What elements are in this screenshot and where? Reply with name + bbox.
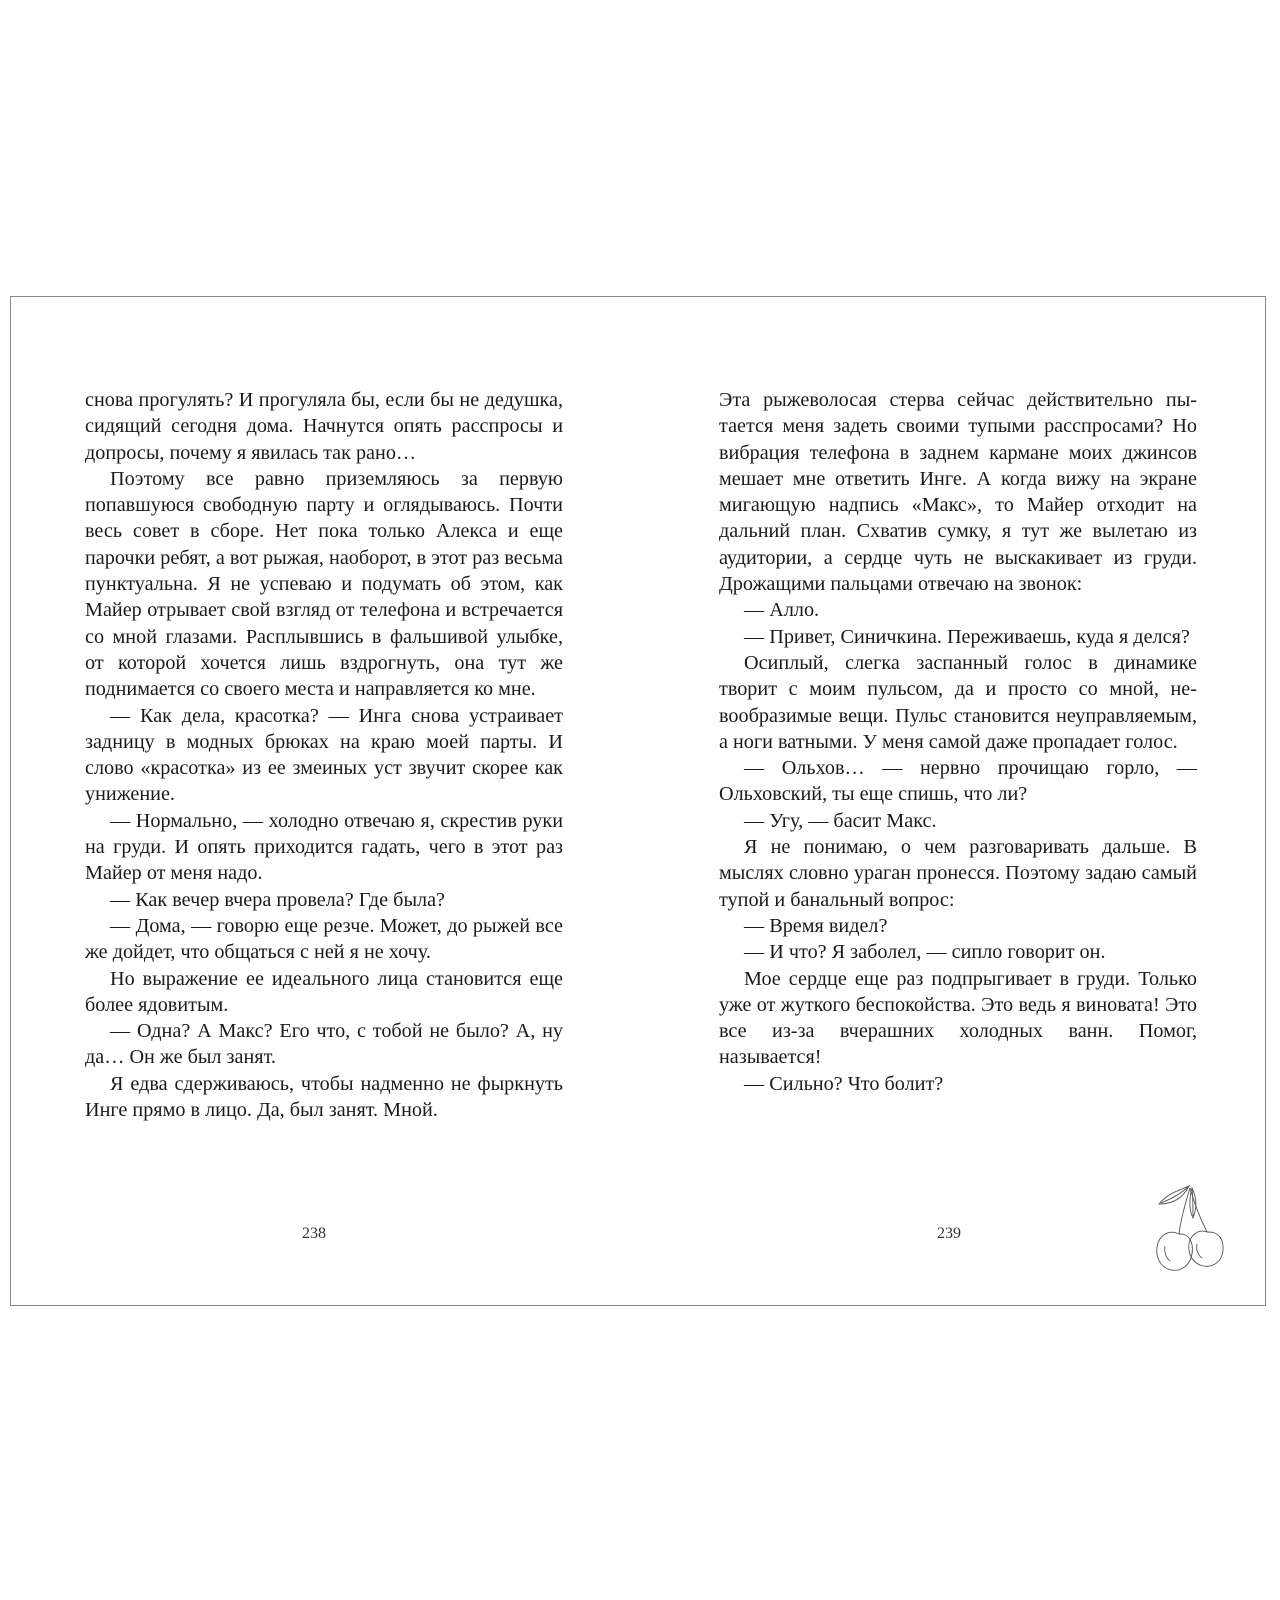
paragraph: снова прогулять? И прогуляла бы, если бы не дедушка, сидящий сегодня дома. Начнутся опять расспросы и допросы, почему я явилась так рано…: [85, 389, 563, 464]
paragraph: Эта рыжеволосая стерва сейчас действительно пытается меня задеть своими тупыми расспросами? Но вибрация телефона в заднем кармане моих джинсов мешает мне ответить Инге. А когда вижу на экране мигающую надпись «Макс», то Майер отходит на дальний план. Схватив сумку, я тут же вылетаю из аудитории, а сердце чуть не выскакивает из груди. Дрожащими пальцами отвечаю на звонок:: [719, 389, 1197, 596]
book-spread: [10, 296, 1266, 1306]
paragraph: Мое сердце еще раз подпрыгивает в груди. Только уже от жуткого беспокойства. Это ведь я виновата! Это все из-за вчерашних холодных ванн. Помог, называется!: [719, 967, 1197, 1069]
paragraph: — Одна? А Макс? Его что, с тобой не было? А, ну да… Он же был занят.: [85, 1020, 563, 1069]
right-page-text: [719, 387, 1197, 1097]
paragraph: — Как дела, красотка? — Инга снова устраивает задницу в модных брюках на краю моей парты. И слово «красотка» из ее змеиных уст звучит скорее как унижение.: [85, 704, 563, 806]
paragraph: — Дома, — говорю еще резче. Может, до рыжей все же дойдет, что общаться с ней я не хочу.: [85, 914, 563, 964]
paragraph: — Привет, Синичкина. Переживаешь, куда я делся?: [744, 625, 1190, 648]
paragraph: — Угу, — басит Макс.: [744, 809, 937, 832]
paragraph: — Время видел?: [744, 914, 888, 937]
paragraph: Но выражение ее идеального лица становится еще более ядовитым.: [85, 967, 563, 1016]
paragraph: Поэтому все равно приземляюсь за первую попавшуюся свободную парту и оглядываюсь. Почти весь совет в сборе. Нет пока только Алекса и еще парочки ребят, а вот рыжая, наоборот, в этот раз весьма пунктуальна. Я не успеваю и подумать об этом, как Майер отрывает свой взгляд от телефона и встречается со мной глазами. Расплывшись в фальшивой улыбке, от которой хочется лишь вздрогнуть, она тут же поднимается со своего места и направляется ко мне.: [85, 467, 563, 701]
paragraph: — Как вечер вчера провела? Где была?: [110, 888, 446, 911]
paragraph: — Нормально, — холодно отвечаю я, скрестив руки на груди. И опять приходится гадать, чего в этот раз Майер от меня надо.: [85, 809, 563, 885]
page-number-right: 239: [937, 1225, 961, 1242]
cherry-icon: [1151, 1182, 1251, 1292]
paragraph: — Алло.: [744, 599, 820, 622]
paragraph: — И что? Я заболел, — сипло говорит он.: [744, 941, 1106, 964]
paragraph: Осиплый, слегка заспанный голос в динамике творит с моим пульсом, да и просто со мной, невообразимые вещи. Пульс становится неуправляемым, а ноги ватными. У меня самой даже пропадает голос.: [719, 651, 1197, 753]
left-page-text: [85, 387, 563, 1123]
paragraph: — Сильно? Что болит?: [744, 1072, 944, 1095]
page-number-left: 238: [302, 1225, 326, 1242]
paragraph: Я не понимаю, о чем разговаривать дальше. В мыслях словно ураган пронесся. Поэтому задаю самый тупой и банальный вопрос:: [719, 836, 1197, 911]
paragraph: Я едва сдерживаюсь, чтобы надменно не фыркнуть Инге прямо в лицо. Да, был занят. Мной.: [85, 1072, 563, 1122]
paragraph: — Ольхов… — нервно прочищаю горло, — Ольховский, ты еще спишь, что ли?: [719, 757, 1197, 806]
